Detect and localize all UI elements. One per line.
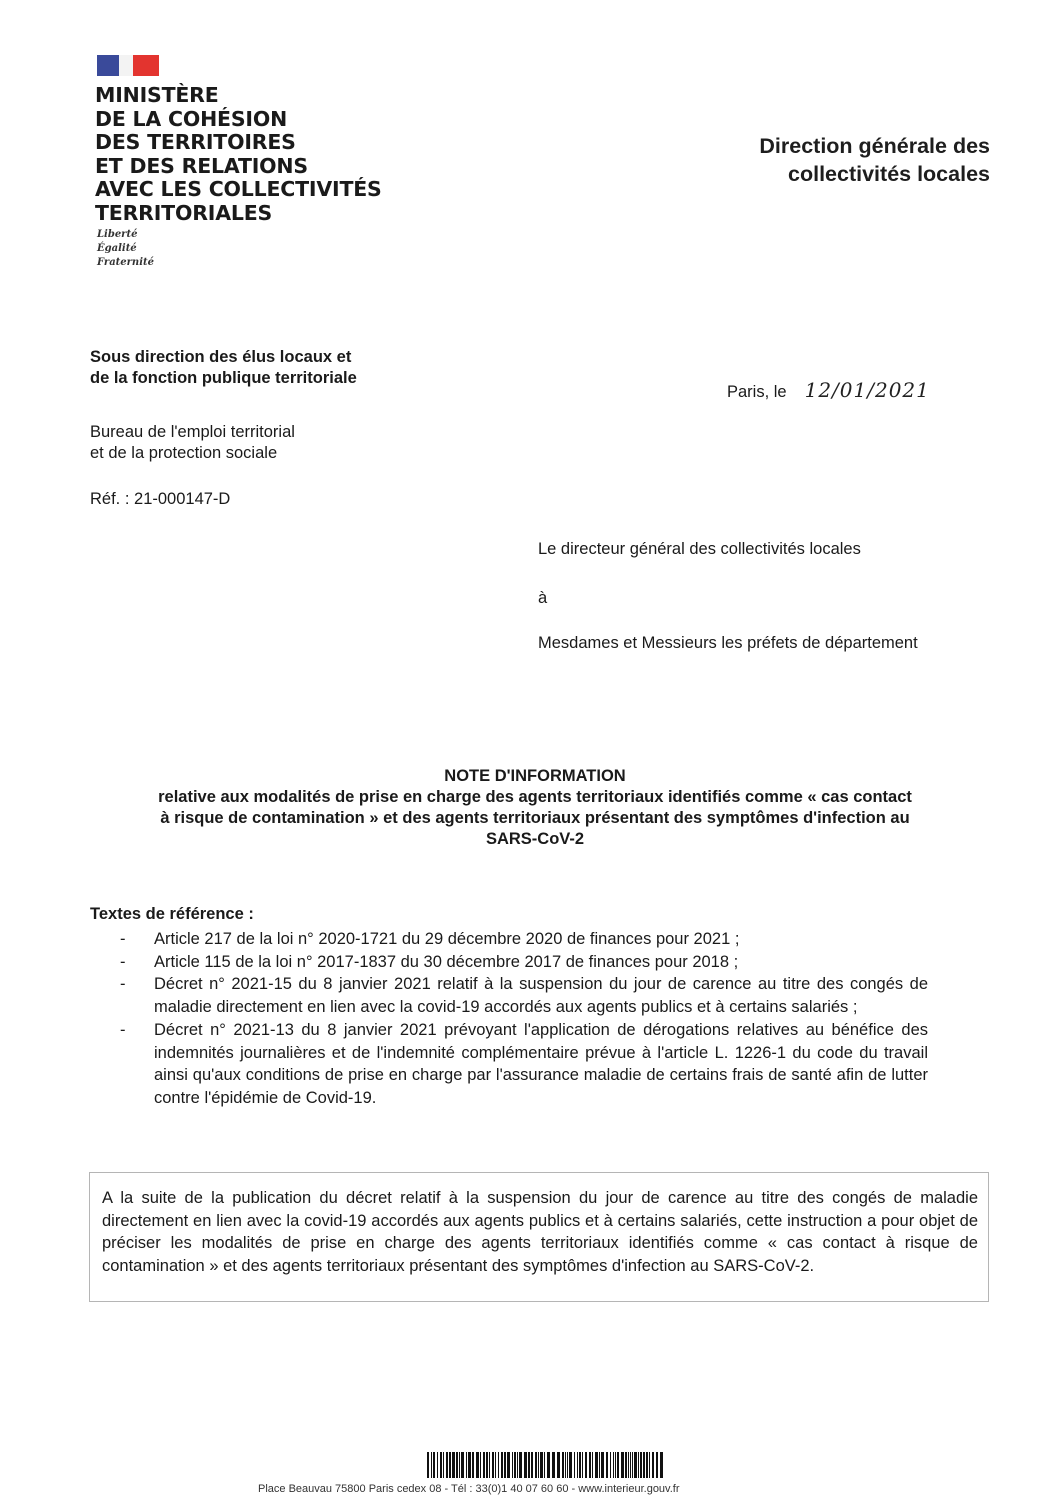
barcode-bar [433,1452,435,1478]
reference-item [120,1019,928,1110]
barcode-bar [459,1452,460,1478]
ministry-line: MINISTÈRE [95,83,219,107]
barcode-bar [547,1452,550,1478]
references-list [120,928,928,1110]
barcode-bar [557,1452,560,1478]
note-subtitle-line: SARS-CoV-2 [485,830,585,848]
dash-bullet: - [120,930,126,948]
barcode-bar [535,1452,537,1478]
barcode-bar [660,1452,663,1478]
barcode-bar [567,1452,568,1478]
dash-bullet: - [120,1020,126,1039]
direction-line: collectivités locales [788,162,990,186]
ministry-line: DES TERRITOIRES [95,130,296,154]
ministry-line: TERRITORIALES [95,200,273,225]
references-heading: Textes de référence : [90,905,254,923]
barcode-bar [486,1452,488,1478]
motto-line: Fraternité [97,257,154,268]
flag-blue-band [97,55,119,76]
summary-box [89,1172,989,1302]
ministry-line: ET DES RELATIONS [95,153,308,178]
recipient-connector: à [538,589,548,607]
dash-bullet: - [120,975,126,994]
barcode-bar [512,1452,513,1478]
barcode-bar [519,1452,522,1478]
sub-direction-line: de la fonction publique territoriale [90,369,357,387]
barcode-bar [628,1452,629,1478]
bureau [90,422,295,464]
motto-line: Égalité [97,243,137,254]
barcode-bar [613,1452,614,1478]
note-subtitle-line: à risque de contamination » et des agents territoriaux présentant des symptômes d'infection au [160,809,910,827]
barcode-bar [514,1452,516,1478]
barcode-bar [489,1452,490,1478]
barcode-bar [589,1452,591,1478]
recipient-title: Mesdames et Messieurs les préfets de département [538,634,918,652]
barcode-bar [574,1452,575,1478]
barcode-bar [643,1452,645,1478]
barcode-bar [495,1452,496,1478]
barcode-bar [443,1452,444,1478]
barcode-bar [507,1452,510,1478]
flag-white-band [119,55,133,76]
barcode-bar [634,1452,637,1478]
barcode-bar [621,1452,624,1478]
barcode-bar [582,1452,583,1478]
barcode-bar [517,1452,518,1478]
barcode-bar [440,1452,442,1478]
barcode-bar [577,1452,578,1478]
dash-bullet: - [120,952,126,971]
barcode-bar [472,1452,474,1478]
date-line [727,378,930,402]
barcode-bar [625,1452,627,1478]
barcode-bar [615,1452,616,1478]
barcode-bar [504,1452,506,1478]
sub-direction [90,347,357,389]
sub-direction-line: Sous direction des élus locaux et [90,348,352,366]
barcode-bar [449,1452,451,1478]
reference-item [120,951,928,974]
sender-title: Le directeur général des collectivités locales [538,540,861,558]
reference-text: Décret n° 2021-15 du 8 janvier 2021 relatif à la suspension du jour de carence au titre des congés de maladie directement en lien avec la covid-19 accordés aux agents publics et à certains salariés ; [154,975,928,1017]
barcode-bar [538,1452,539,1478]
marianne-logo-icon [97,55,159,76]
barcode-bar [601,1452,604,1478]
summary-text: A la suite de la publication du décret relatif à la suspension du jour de carence au titre des congés de maladie directement en lien avec la covid-19 accordés aux agents publics et à certains salariés, cette instruction a pour objet de préciser les modalités de prise en charge des agents territoriaux identifiés comme « cas contact à risque de contamination » et des agents territoriaux présentant des symptômes d'infection au SARS-CoV-2. [102,1189,978,1275]
note-title-block [80,766,990,850]
note-title: NOTE D'INFORMATION [444,767,626,785]
barcode-bar [437,1452,438,1478]
barcode-bar [646,1452,648,1478]
reference-number: Réf. : 21-000147-D [90,490,231,508]
barcode-bar [501,1452,503,1478]
barcode-bar [456,1452,458,1478]
ministry-line: AVEC LES COLLECTIVITÉS [95,177,382,201]
barcode-bar [592,1452,593,1478]
reference-text: Décret n° 2021-13 du 8 janvier 2021 prévoyant l'application de dérogations relatives au bénéfice des indemnités journalières et de l'indemnité complémentaire prévue à l'article L. 1226-1 du code du travail ainsi qu'aux conditions de prise en charge par l'assurance maladie de certains frais de santé afin de lutter contre l'épidémie de Covid-19. [154,1020,928,1107]
barcode-bar [649,1452,650,1478]
barcode-bar [565,1452,566,1478]
barcode-bar [498,1452,499,1478]
reference-text: Article 217 de la loi n° 2020-1721 du 29 décembre 2020 de finances pour 2021 ; [154,930,740,948]
reference-text: Article 115 de la loi n° 2017-1837 du 30 décembre 2017 de finances pour 2018 ; [154,952,739,971]
barcode-bar [562,1452,564,1478]
barcode-bar [461,1452,464,1478]
barcode-bar [531,1452,533,1478]
barcode-bar [610,1452,611,1478]
barcode-bar [431,1452,432,1478]
barcode-bar [524,1452,527,1478]
ministry-name [95,84,425,225]
republic-motto [97,228,154,270]
barcode-bar [595,1452,598,1478]
handwritten-date: 12/01/2021 [804,378,930,402]
direction-title [759,132,990,188]
reference-item [120,973,928,1018]
barcode-bar [630,1452,631,1478]
barcode-bar [569,1452,572,1478]
barcode-bar [652,1452,654,1478]
footer-address: Place Beauvau 75800 Paris cedex 08 - Tél : 33(0)1 40 07 60 60 - www.interieur.gouv.fr [258,1483,680,1495]
barcode-bar [552,1452,555,1478]
barcode-bar [468,1452,471,1478]
reference-item [120,928,928,951]
barcode-bar [483,1452,485,1478]
barcode-bar [540,1452,543,1478]
barcode-bar [606,1452,608,1478]
barcode-bar [427,1452,429,1478]
barcode-bar [452,1452,455,1478]
barcode-bar [492,1452,494,1478]
barcode-bar [480,1452,481,1478]
barcode-bar [476,1452,479,1478]
barcode-bar [656,1452,658,1478]
barcode-bar [638,1452,639,1478]
flag-red-band [133,55,159,76]
barcode-bar [544,1452,545,1478]
barcode-bar [579,1452,581,1478]
barcode-bar [466,1452,467,1478]
barcode-icon [427,1452,667,1478]
note-subtitle-line: relative aux modalités de prise en charge des agents territoriaux identifiés comme « cas contact [158,788,912,806]
date-label: Paris, le [727,383,787,401]
motto-line: Liberté [97,229,138,240]
barcode-bar [446,1452,448,1478]
barcode-bar [632,1452,633,1478]
direction-line: Direction générale des [759,134,990,158]
ministry-line: DE LA COHÉSION [95,106,288,131]
barcode-bar [617,1452,619,1478]
barcode-bar [640,1452,642,1478]
barcode-bar [585,1452,587,1478]
barcode-bar [528,1452,530,1478]
bureau-line: Bureau de l'emploi territorial [90,423,295,441]
barcode-bar [599,1452,600,1478]
bureau-line: et de la protection sociale [90,444,278,462]
